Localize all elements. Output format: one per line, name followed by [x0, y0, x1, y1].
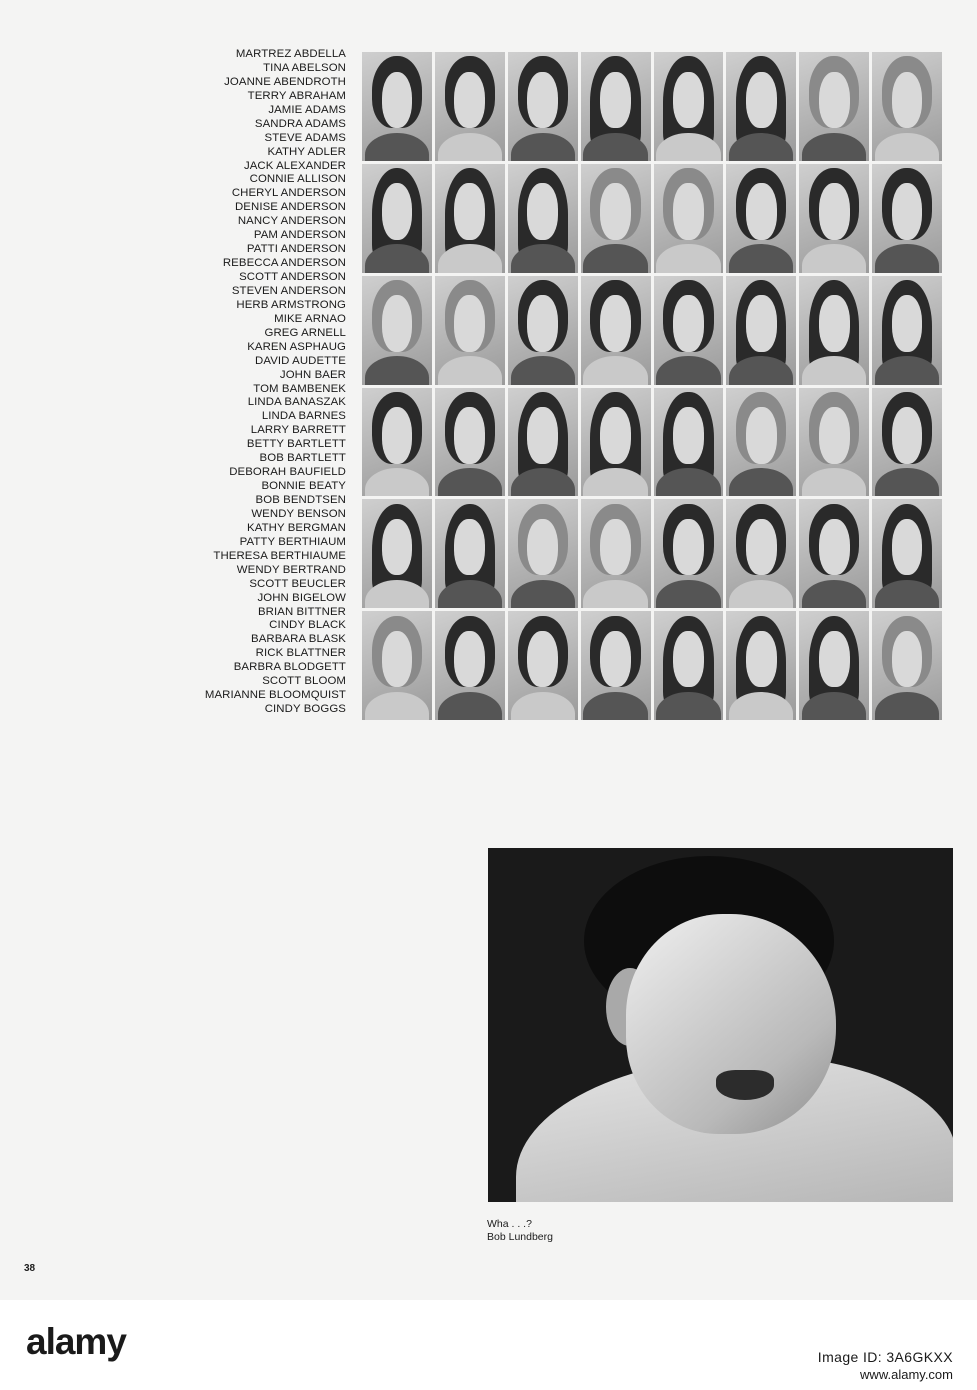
student-portrait [508, 611, 578, 720]
student-name: BETTY BARTLETT [246, 438, 346, 451]
student-name: TOM BAMBENEK [253, 382, 346, 395]
page-number: 38 [24, 1263, 36, 1274]
student-name: PATTY BERTHIAUM [239, 535, 346, 548]
student-name: KATHY ADLER [267, 145, 346, 158]
portrait-face [892, 519, 923, 576]
student-portrait [435, 611, 505, 720]
footer-bar [0, 1300, 977, 1390]
student-name: SCOTT BEUCLER [249, 577, 346, 590]
student-name: REBECCA ANDERSON [222, 257, 346, 270]
student-name: LARRY BARRETT [250, 424, 346, 437]
portrait-face [673, 72, 704, 129]
student-name: NANCY ANDERSON [237, 215, 346, 228]
image-url: www.alamy.com [860, 1367, 953, 1382]
portrait-body [365, 133, 429, 161]
portrait-face [673, 295, 704, 352]
portrait-face [600, 183, 631, 240]
portrait-body [656, 356, 720, 384]
student-name: DAVID AUDETTE [255, 354, 346, 367]
student-name: JOHN BIGELOW [257, 591, 346, 604]
student-portrait [362, 499, 432, 608]
student-name: PAM ANDERSON [253, 229, 346, 242]
student-name: SANDRA ADAMS [254, 117, 346, 130]
student-name: CHERYL ANDERSON [231, 187, 346, 200]
image-id: Image ID: 3A6GKXX [817, 1349, 953, 1365]
photo-mouth [716, 1070, 774, 1100]
portrait-body [802, 244, 866, 272]
portrait-face [600, 407, 631, 464]
portrait-body [365, 468, 429, 496]
portrait-body [583, 244, 647, 272]
student-name: RICK BLATTNER [255, 647, 346, 660]
student-portrait [581, 52, 651, 161]
photo-caption [487, 1218, 553, 1243]
student-portrait [872, 499, 942, 608]
portrait-face [382, 631, 413, 688]
student-portrait [654, 52, 724, 161]
student-portrait [872, 52, 942, 161]
student-portrait [508, 164, 578, 273]
portrait-body [729, 580, 793, 608]
student-name: CONNIE ALLISON [249, 173, 346, 186]
student-portrait [799, 388, 869, 497]
portrait-face [892, 72, 923, 129]
student-name: CINDY BLACK [269, 619, 346, 632]
portrait-face [454, 183, 485, 240]
brand-logo: alamy [26, 1321, 126, 1362]
student-name: TERRY ABRAHAM [247, 89, 346, 102]
portrait-face [382, 72, 413, 129]
portrait-face [746, 183, 777, 240]
portrait-body [729, 244, 793, 272]
portrait-face [819, 295, 850, 352]
portrait-body [365, 692, 429, 720]
portrait-face [819, 407, 850, 464]
portrait-face [746, 631, 777, 688]
student-name: BRIAN BITTNER [257, 605, 346, 618]
student-portrait [726, 52, 796, 161]
student-name: MARTREZ ABDELLA [235, 48, 346, 60]
portrait-face [600, 295, 631, 352]
student-portrait [726, 276, 796, 385]
portrait-face [892, 295, 923, 352]
student-portrait [726, 499, 796, 608]
student-portrait [872, 164, 942, 273]
student-portrait [508, 52, 578, 161]
portrait-body [802, 133, 866, 161]
student-portrait [435, 164, 505, 273]
portrait-body [511, 692, 575, 720]
portrait-face [382, 407, 413, 464]
student-name: LINDA BARNES [261, 410, 346, 423]
portrait-face [819, 183, 850, 240]
student-name: KAREN ASPHAUG [247, 340, 346, 353]
caption-line-1: Wha . . .? [487, 1218, 532, 1230]
portrait-body [875, 692, 939, 720]
portrait-face [746, 407, 777, 464]
student-portrait [726, 164, 796, 273]
portrait-face [819, 631, 850, 688]
portrait-body [583, 692, 647, 720]
student-portrait [581, 388, 651, 497]
portrait-face [746, 519, 777, 576]
portrait-face [454, 295, 485, 352]
portrait-face [527, 631, 558, 688]
student-name: BOB BARTLETT [259, 452, 346, 465]
student-name: CINDY BOGGS [264, 703, 346, 716]
portrait-face [382, 295, 413, 352]
student-portrait [654, 388, 724, 497]
student-portrait [799, 164, 869, 273]
student-portrait [726, 388, 796, 497]
student-portrait [799, 611, 869, 720]
portrait-body [656, 580, 720, 608]
student-portrait [362, 164, 432, 273]
student-portrait [799, 499, 869, 608]
student-portrait [362, 276, 432, 385]
portrait-face [600, 631, 631, 688]
student-portrait [435, 388, 505, 497]
portrait-face [746, 72, 777, 129]
portrait-face [673, 631, 704, 688]
student-portrait [508, 388, 578, 497]
student-name: JOANNE ABENDROTH [224, 75, 346, 88]
portrait-face [746, 295, 777, 352]
portrait-body [438, 133, 502, 161]
portrait-face [819, 72, 850, 129]
portrait-body [438, 692, 502, 720]
student-portrait [362, 388, 432, 497]
portrait-body [875, 244, 939, 272]
portrait-body [511, 580, 575, 608]
portrait-body [438, 468, 502, 496]
portrait-face [527, 407, 558, 464]
portrait-face [892, 631, 923, 688]
portrait-body [729, 468, 793, 496]
student-name: BARBRA BLODGETT [233, 661, 346, 674]
portrait-body [583, 580, 647, 608]
portrait-face [454, 519, 485, 576]
student-name: BOB BENDTSEN [255, 494, 346, 506]
portrait-body [656, 244, 720, 272]
student-portrait [654, 276, 724, 385]
portrait-face [527, 72, 558, 129]
portrait-body [802, 580, 866, 608]
student-portrait [435, 52, 505, 161]
student-name: DEBORAH BAUFIELD [229, 466, 346, 479]
student-portrait [435, 276, 505, 385]
caption-line-2: Bob Lundberg [487, 1230, 553, 1243]
student-name: JAMIE ADAMS [268, 103, 346, 116]
student-name: TINA ABELSON [263, 61, 346, 74]
student-name: STEVE ADAMS [264, 131, 346, 144]
student-name: KATHY BERGMAN [247, 521, 346, 534]
portrait-body [583, 356, 647, 384]
student-name: GREG ARNELL [264, 326, 346, 339]
student-portrait [872, 388, 942, 497]
student-portrait [508, 499, 578, 608]
student-name: STEVEN ANDERSON [231, 284, 346, 297]
student-name: THERESA BERTHIAUME [213, 549, 346, 562]
portrait-face [454, 631, 485, 688]
portrait-face [600, 72, 631, 129]
portrait-face [673, 407, 704, 464]
portrait-face [527, 183, 558, 240]
student-name: MIKE ARNAO [274, 312, 346, 325]
portrait-face [819, 519, 850, 576]
portrait-body [875, 133, 939, 161]
student-name: BARBARA BLASK [251, 633, 346, 646]
portrait-body [511, 133, 575, 161]
student-name: JOHN BAER [279, 368, 346, 381]
student-name: JACK ALEXANDER [243, 159, 346, 172]
portrait-face [527, 519, 558, 576]
student-portrait [799, 52, 869, 161]
student-portrait [362, 52, 432, 161]
student-name: LINDA BANASZAK [247, 396, 346, 409]
portrait-face [673, 183, 704, 240]
student-portrait [654, 611, 724, 720]
student-portrait [654, 164, 724, 273]
student-portrait [654, 499, 724, 608]
student-portrait [435, 499, 505, 608]
portrait-face [454, 72, 485, 129]
student-portrait [581, 611, 651, 720]
portrait-face [382, 183, 413, 240]
student-name: WENDY BERTRAND [236, 563, 346, 576]
student-portrait [581, 164, 651, 273]
portrait-body [875, 468, 939, 496]
student-portrait [872, 276, 942, 385]
portrait-face [600, 519, 631, 576]
portrait-body [365, 356, 429, 384]
student-name: BONNIE BEATY [261, 480, 346, 493]
portrait-grid [362, 52, 942, 720]
portrait-body [511, 356, 575, 384]
portrait-face [382, 519, 413, 576]
student-portrait [508, 276, 578, 385]
student-name: WENDY BENSON [251, 507, 346, 520]
photo-face [626, 914, 836, 1134]
student-portrait [362, 611, 432, 720]
portrait-face [892, 183, 923, 240]
student-name: PATTI ANDERSON [246, 243, 346, 256]
portrait-body [802, 468, 866, 496]
candid-photo [488, 848, 953, 1202]
student-name: SCOTT BLOOM [262, 675, 346, 688]
student-name: DENISE ANDERSON [234, 201, 346, 214]
student-portrait [581, 276, 651, 385]
student-portrait [872, 611, 942, 720]
student-name-list [150, 48, 346, 717]
portrait-face [527, 295, 558, 352]
student-name: MARIANNE BLOOMQUIST [204, 689, 346, 702]
student-portrait [581, 499, 651, 608]
portrait-face [673, 519, 704, 576]
portrait-face [454, 407, 485, 464]
student-name: HERB ARMSTRONG [236, 298, 346, 311]
student-portrait [799, 276, 869, 385]
portrait-face [892, 407, 923, 464]
portrait-body [438, 356, 502, 384]
student-portrait [726, 611, 796, 720]
student-name: SCOTT ANDERSON [239, 271, 346, 283]
